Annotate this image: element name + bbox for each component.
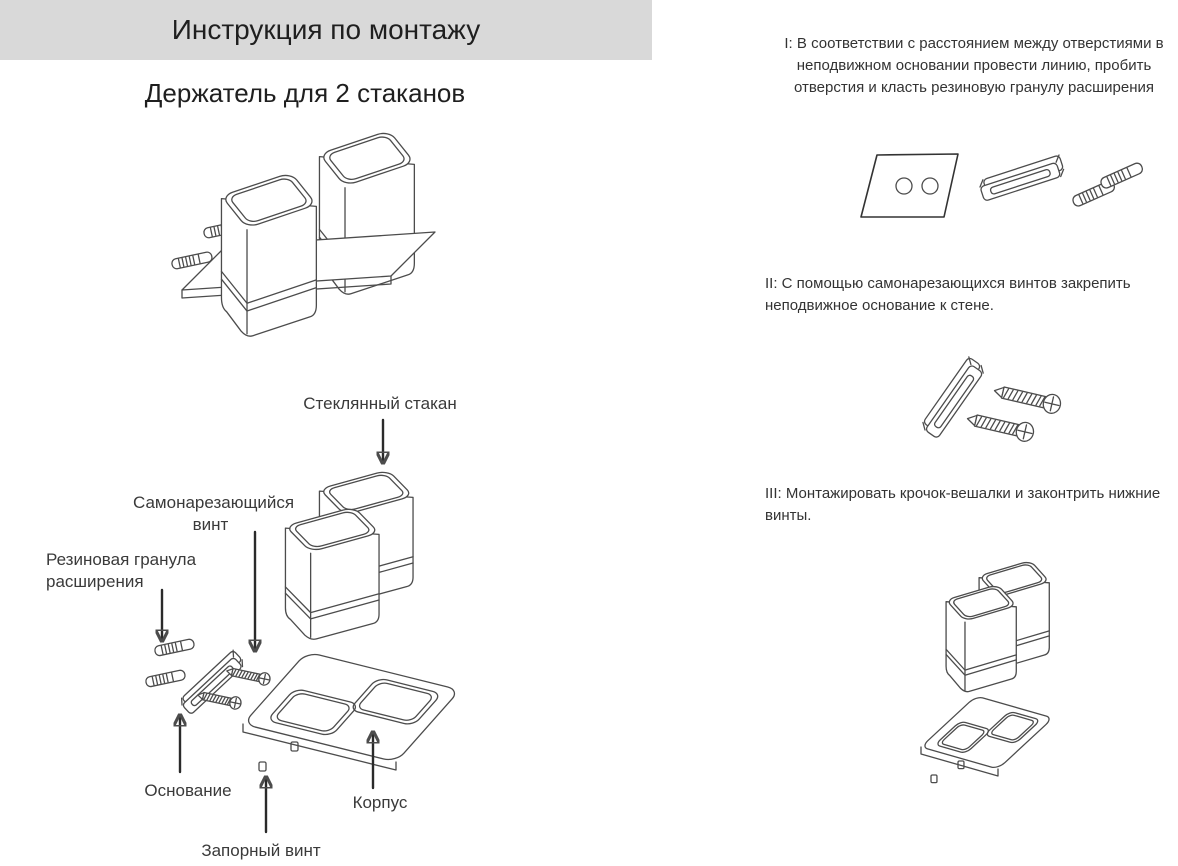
label-glass-cup: Стеклянный стакан <box>303 394 457 413</box>
body-tray <box>243 652 460 762</box>
locking-screw-icon <box>931 775 937 783</box>
rubber-granule-icon <box>154 638 195 656</box>
rubber-granule-icon <box>145 669 186 687</box>
step-2-text: II: С помощью самонарезающихся винтов закрепить неподвижное основание к стене. <box>765 275 1131 314</box>
step-2-illustration <box>895 350 1125 460</box>
self-tapping-screw-icon <box>992 381 1062 415</box>
label-locking-screw: Запорный винт <box>201 841 321 860</box>
label-body: Корпус <box>352 793 408 812</box>
self-tapping-screw-icon <box>965 409 1035 443</box>
step-3-illustration <box>885 555 1085 800</box>
step-1-illustration <box>840 135 1170 240</box>
base-bracket <box>978 155 1065 201</box>
step-1-text: I: В соответствии с расстоянием между отверстиями в неподвижном основании провести линию, пробить отверстия и класть резиновую гранулу расширения <box>784 35 1164 96</box>
rubber-granule-icon <box>1099 162 1144 190</box>
wall-with-holes <box>861 154 958 217</box>
drill-hole-icon <box>922 178 938 194</box>
locking-screw-icon <box>291 742 298 751</box>
product-title: Держатель для 2 стаканов <box>144 78 466 108</box>
step-3-text: III: Монтажировать крочок-вешалки и законтрить нижние винты. <box>765 485 1161 524</box>
body-tray <box>921 696 1053 769</box>
label-base: Основание <box>144 781 232 800</box>
drill-hole-icon <box>896 178 912 194</box>
exploded-diagram <box>30 380 530 866</box>
locking-screw-icon <box>259 762 266 771</box>
page-title: Инструкция по монтажу <box>171 14 481 45</box>
label-self-tapping-screw: Самонарезающийся винт <box>133 493 295 535</box>
label-rubber-granule: Резиновая гранула расширения <box>46 550 197 592</box>
assembled-product-drawing <box>150 128 480 363</box>
header-bar <box>0 0 652 60</box>
